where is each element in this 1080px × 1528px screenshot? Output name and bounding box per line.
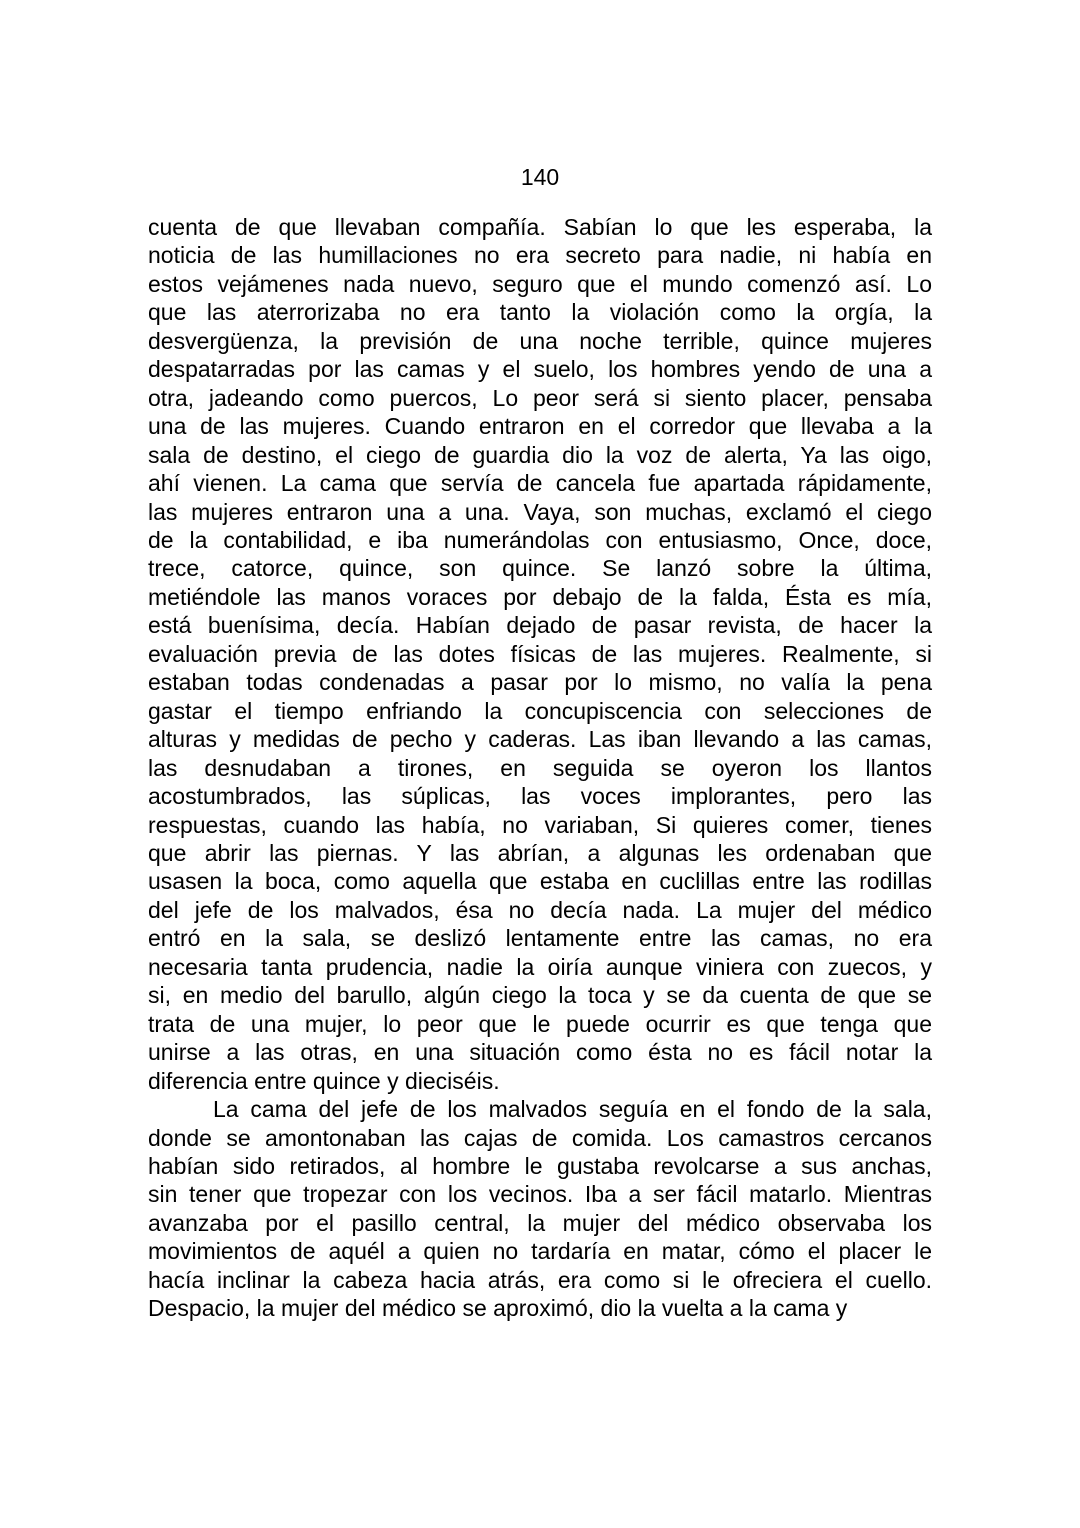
text-line: que abrir las piernas. Y las abrían, a algunas les ordenaban que (148, 839, 932, 866)
text-line: las mujeres entraron una a una. Vaya, son muchas, exclamó el ciego (148, 498, 932, 525)
text-line: ahí vienen. La cama que servía de cancela fue apartada rápidamente, (148, 470, 932, 497)
text-line: estos vejámenes nada nuevo, seguro que el mundo comenzó así. Lo (148, 270, 932, 297)
text-line: respuestas, cuando las había, no variaban, Si quieres comer, tienes (148, 811, 932, 838)
text-line: habían sido retirados, al hombre le gustaba revolcarse a sus anchas, (148, 1152, 932, 1179)
text-line: de la contabilidad, e iba numerándolas con entusiasmo, Once, doce, (148, 526, 932, 553)
text-line: diferencia entre quince y dieciséis. (148, 1067, 500, 1094)
text-line: las desnudaban a tirones, en seguida se oyeron los llantos (148, 754, 932, 781)
text-line: trata de una mujer, lo peor que le puede ocurrir es que tenga que (148, 1010, 932, 1037)
text-line: alturas y medidas de pecho y caderas. Las iban llevando a las camas, (148, 726, 932, 753)
text-line: si, en medio del barullo, algún ciego la toca y se da cuenta de que se (148, 982, 932, 1009)
text-line: evaluación previa de las dotes físicas de las mujeres. Realmente, si (148, 640, 932, 667)
text-line: trece, catorce, quince, son quince. Se lanzó sobre la última, (148, 555, 932, 582)
text-line: del jefe de los malvados, ésa no decía nada. La mujer del médico (148, 896, 932, 923)
text-line: despatarradas por las camas y el suelo, los hombres yendo de una a (148, 356, 932, 383)
text-line: metiéndole las manos voraces por debajo de la falda, Ésta es mía, (148, 583, 932, 610)
text-line: sin tener que tropezar con los vecinos. Iba a ser fácil matarlo. Mientras (148, 1181, 932, 1208)
text-block (148, 213, 932, 1323)
page-number: 140 (520, 164, 560, 190)
text-line: desvergüenza, la previsión de una noche terrible, quince mujeres (148, 327, 932, 354)
text-line: movimientos de aquél a quien no tardaría en matar, cómo el placer le (148, 1238, 932, 1265)
text-line: sala de destino, el ciego de guardia dio la voz de alerta, Ya las oigo, (148, 441, 932, 468)
text-line: entró en la sala, se deslizó lentamente entre las camas, no era (148, 925, 932, 952)
text-line: donde se amontonaban las cajas de comida. Los camastros cercanos (148, 1124, 932, 1151)
text-line: necesaria tanta prudencia, nadie la oiría aunque viniera con zuecos, y (148, 953, 932, 980)
text-line: estaban todas condenadas a pasar por lo mismo, no valía la pena (148, 669, 932, 696)
text-line: una de las mujeres. Cuando entraron en el corredor que llevaba a la (148, 413, 932, 440)
text-line: La cama del jefe de los malvados seguía en el fondo de la sala, (213, 1096, 932, 1123)
text-line: Despacio, la mujer del médico se aproximó, dio la vuelta a la cama y (148, 1295, 848, 1322)
text-line: cuenta de que llevaban compañía. Sabían lo que les esperaba, la (148, 214, 932, 240)
text-line: acostumbrados, las súplicas, las voces implorantes, pero las (148, 783, 932, 810)
text-line: hacía inclinar la cabeza hacia atrás, era como si le ofreciera el cuello. (148, 1266, 932, 1293)
text-line: usasen la boca, como aquella que estaba en cuclillas entre las rodillas (148, 868, 932, 895)
text-line: unirse a las otras, en una situación como ésta no es fácil notar la (148, 1039, 932, 1066)
text-line: otra, jadeando como puercos, Lo peor será si siento placer, pensaba (148, 384, 932, 411)
text-line: avanzaba por el pasillo central, la mujer del médico observaba los (148, 1209, 932, 1236)
text-line: noticia de las humillaciones no era secreto para nadie, ni había en (148, 242, 932, 269)
text-line: gastar el tiempo enfriando la concupiscencia con selecciones de (148, 697, 932, 724)
text-line: que las aterrorizaba no era tanto la violación como la orgía, la (148, 299, 932, 326)
text-line: está buenísima, decía. Habían dejado de pasar revista, de hacer la (148, 612, 932, 639)
